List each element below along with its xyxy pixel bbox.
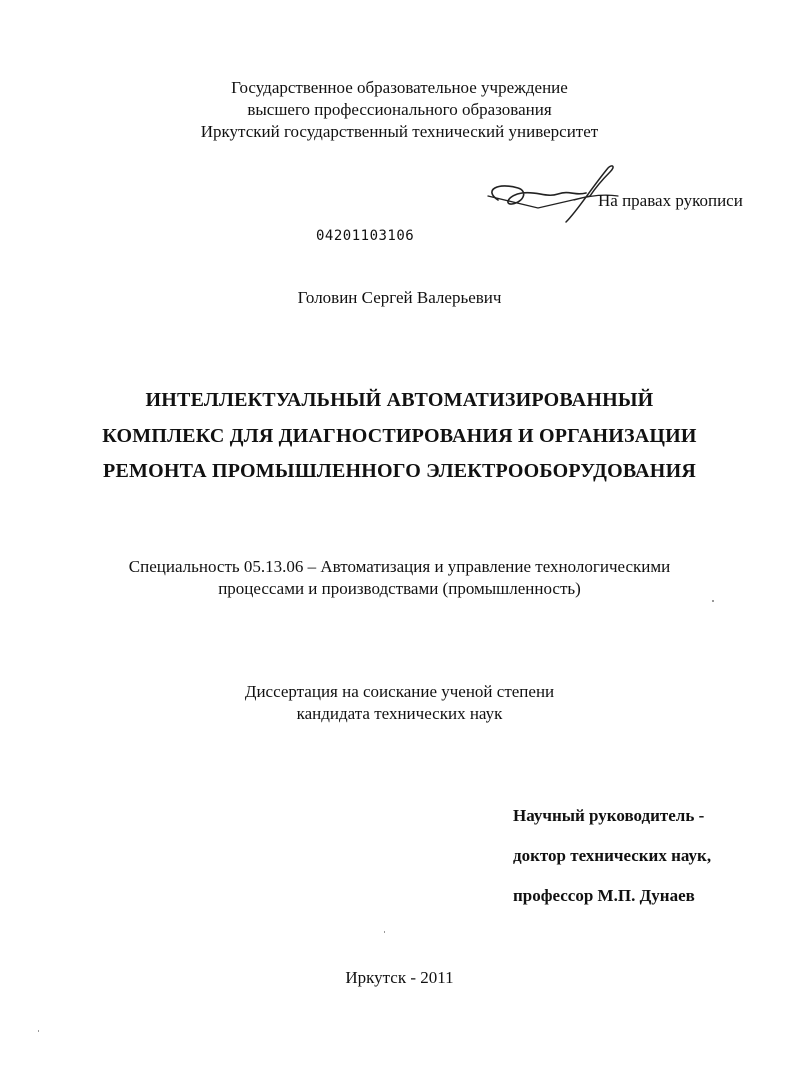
specialty-line-1: Специальность 05.13.06 – Автоматизация и управление технологическими	[128, 557, 671, 576]
place-year: Иркутск - 2011	[345, 968, 454, 987]
institution-line-1: Государственное образовательное учреждение	[231, 78, 568, 97]
degree-line-2: кандидата технических наук	[296, 704, 503, 723]
supervisor-line-2: доктор технических наук,	[513, 846, 712, 865]
title-line-1: ИНТЕЛЛЕКТУАЛЬНЫЙ АВТОМАТИЗИРОВАННЫЙ	[145, 389, 654, 411]
institution-line-3: Иркутский государственный технический университет	[200, 122, 599, 141]
scan-speck	[38, 1030, 39, 1032]
degree-line-1: Диссертация на соискание ученой степени	[244, 682, 555, 701]
supervisor-line-1: Научный руководитель -	[513, 806, 705, 825]
institution-line-2: высшего профессионального образования	[247, 100, 552, 119]
title-line-3: РЕМОНТА ПРОМЫШЛЕННОГО ЭЛЕКТРООБОРУДОВАНИЯ	[103, 460, 696, 482]
registry-code: 04201103106	[316, 228, 415, 244]
scan-speck	[384, 931, 385, 933]
manuscript-note: На правах рукописи	[598, 191, 743, 210]
author-name: Головин Сергей Валерьевич	[297, 288, 502, 307]
scan-speck	[712, 600, 714, 602]
title-line-2: КОМПЛЕКС ДЛЯ ДИАГНОСТИРОВАНИЯ И ОРГАНИЗАЦИИ	[102, 425, 697, 447]
supervisor-line-3: профессор М.П. Дунаев	[513, 886, 695, 905]
specialty-line-2: процессами и производствами (промышленность)	[218, 579, 581, 598]
